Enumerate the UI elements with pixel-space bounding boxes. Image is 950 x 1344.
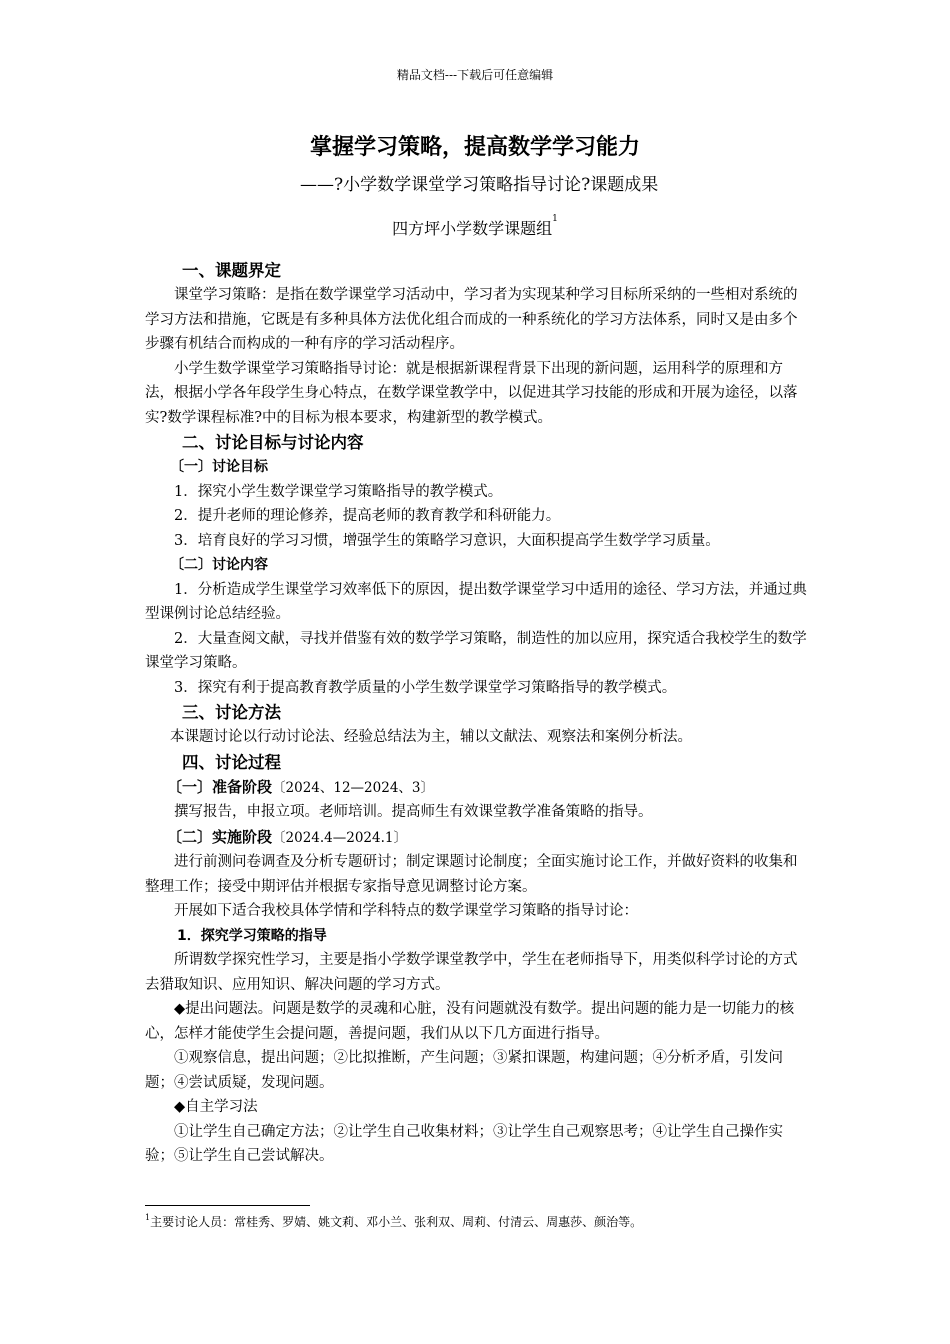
- list-item: 3．培育良好的学习习惯，增强学生的策略学习意识，大面积提高学生数学学习质量。: [174, 532, 720, 549]
- paragraph: ①观察信息，提出问题；②比拟推断，产生问题；③紧扣课题，构建问题；④分析矛盾，引发问题；④尝试质疑，发现问题。: [145, 1050, 783, 1091]
- list-item: 1．分析造成学生课堂学习效率低下的原因，提出数学课堂学习中适用的途径、学习方法，并通过典型课例讨论总结经验。: [145, 581, 807, 622]
- footnote-separator: [145, 1205, 310, 1206]
- stage-title: 〔二〕实施阶段: [167, 827, 273, 846]
- list-item: 3．探究有利于提高教育教学质量的小学生数学课堂学习策略指导的教学模式。: [174, 679, 677, 696]
- paragraph: 课堂学习策略：是指在数学课堂学习活动中，学习者为实现某种学习目标所采纳的一些相对系统的学习方法和措施，它既是有多种具体方法优化组合而成的一种系统化的学习方法体系，同时又是由多个步骤有机结合而构成的一种有序的学习活动程序。: [145, 287, 798, 352]
- paragraph: ◆自主学习法: [174, 1099, 258, 1115]
- list-item: 2．提升老师的理论修养，提高老师的教育教学和科研能力。: [174, 508, 561, 524]
- stage-date: 〔2024.4—2024.1〕: [272, 829, 407, 846]
- list-item: 1．探究小学生数学课堂学习策略指导的教学模式。: [174, 483, 503, 500]
- footnote: [145, 1213, 845, 1230]
- paragraph: ①让学生自己确定方法；②让学生自己收集材料；③让学生自己观察思考；④让学生自己操作实验；⑤让学生自己尝试解决。: [145, 1123, 783, 1164]
- footnote-mark: 1: [145, 1213, 151, 1222]
- paragraph: 开展如下适合我校具体学情和学科特点的数学课堂学习策略的指导讨论：: [174, 903, 638, 919]
- paragraph: 本课题讨论以行动讨论法、经验总结法为主，辅以文献法、观察法和案例分析法。: [170, 729, 692, 745]
- stage-heading: [145, 825, 807, 851]
- stage-date: 〔2024、12—2024、3〕: [272, 779, 434, 796]
- author-line: [0, 216, 950, 239]
- author-name: 四方坪小学数学课题组: [392, 219, 553, 238]
- item-heading: 1．探究学习策略的指导: [177, 927, 327, 944]
- section-heading-goals: 二、讨论目标与讨论内容: [182, 433, 364, 452]
- section-heading-process: 四、讨论过程: [182, 752, 281, 772]
- subsection-heading: 〔一〕讨论目标: [170, 459, 268, 475]
- document-subtitle: ——?小学数学课堂学习策略指导讨论?课题成果: [300, 175, 659, 195]
- page-header: 精品文档---下载后可任意编辑: [396, 68, 554, 82]
- stage-heading: [145, 775, 807, 801]
- document-body: [145, 258, 807, 1169]
- list-item: 2．大量查阅文献，寻找并借鉴有效的数学学习策略，制造性的加以应用，探究适合我校学生的数学课堂学习策略。: [145, 630, 807, 671]
- author-footnote-mark: 1: [552, 214, 558, 224]
- paragraph: ◆提出问题法。问题是数学的灵魂和心脏，没有问题就没有数学。提出问题的能力是一切能力的核心，怎样才能使学生会提问题，善提问题，我们从以下几方面进行指导。: [145, 1001, 795, 1042]
- paragraph: 进行前测问卷调查及分析专题研讨；制定课题讨论制度；全面实施讨论工作，并做好资料的收集和整理工作；接受中期评估并根据专家指导意见调整讨论方案。: [145, 854, 798, 895]
- footnote-text: 主要讨论人员：常桂秀、罗婧、姚文莉、邓小兰、张利双、周莉、付清云、周惠莎、颜治等。: [150, 1215, 643, 1229]
- stage-title: 〔一〕准备阶段: [167, 777, 273, 796]
- document-title: 掌握学习策略，提高数学学习能力: [309, 135, 640, 160]
- section-heading-methods: 三、讨论方法: [182, 703, 281, 722]
- paragraph: 小学生数学课堂学习策略指导讨论：就是根据新课程背景下出现的新问题，运用科学的原理和方法，根据小学各年段学生身心特点，在数学课堂教学中，以促进其学习技能的形成和开展为途径，以落实?数学课程标准?中的目标为根本要求，构建新型的教学模式。: [145, 360, 798, 426]
- section-heading-definition: 一、课题界定: [182, 261, 281, 280]
- subsection-heading: 〔二〕讨论内容: [170, 557, 268, 573]
- paragraph: 撰写报告，申报立项。老师培训。提高师生有效课堂教学准备策略的指导。: [174, 804, 653, 820]
- paragraph: 所谓数学探究性学习，主要是指小学数学课堂教学中，学生在老师指导下，用类似科学讨论的方式去猎取知识、应用知识、解决问题的学习方式。: [145, 952, 798, 993]
